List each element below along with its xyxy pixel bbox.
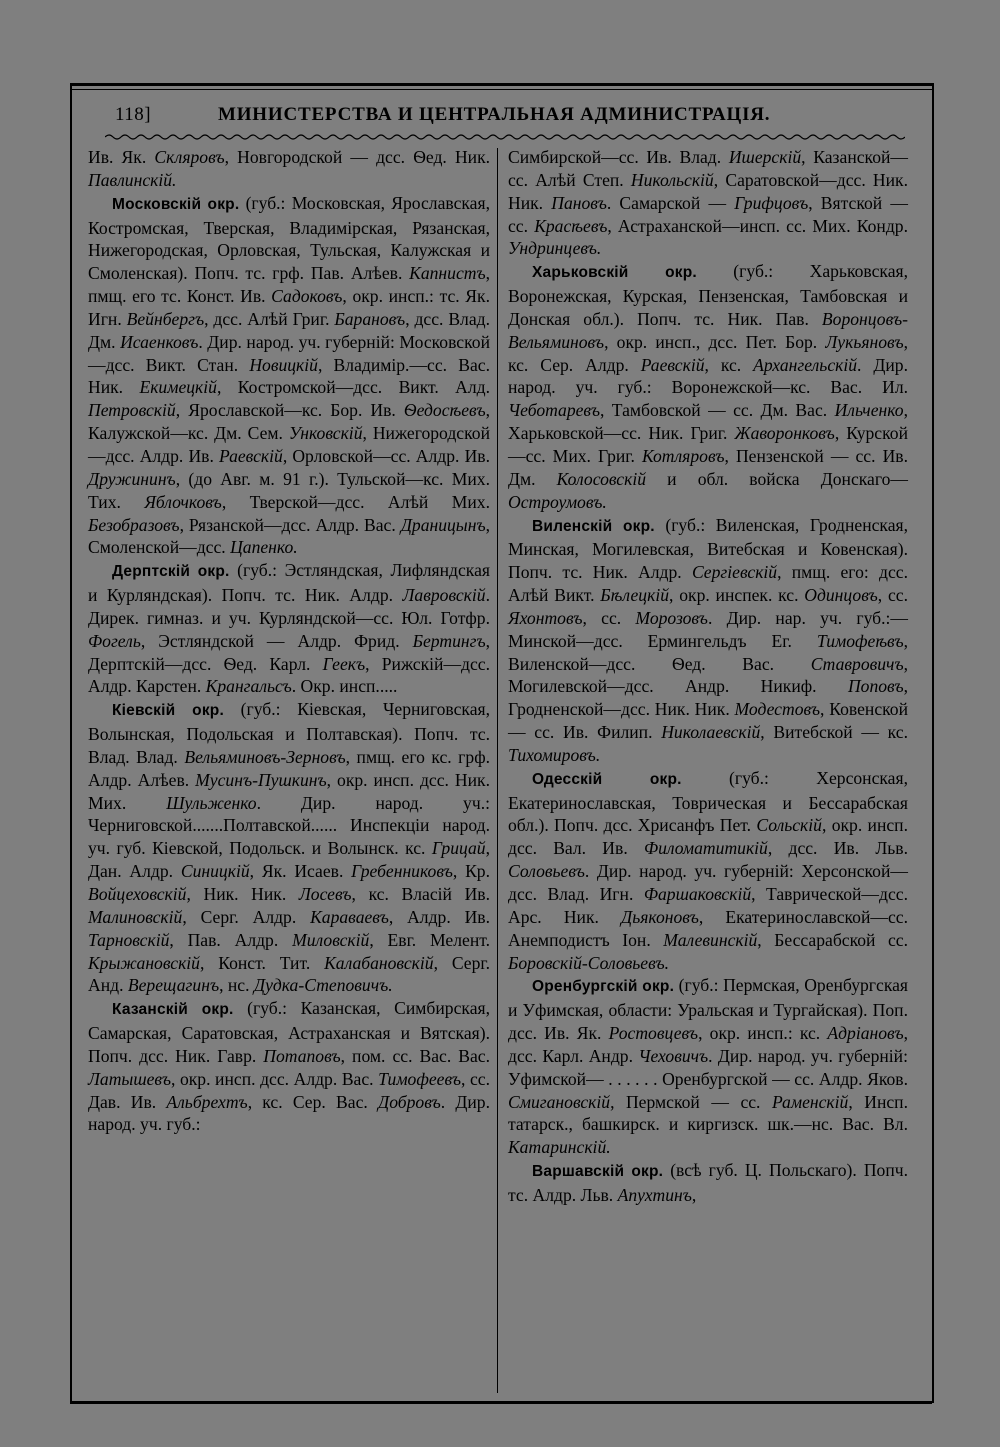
surname: Боровскій-Соловьевъ. <box>508 952 670 973</box>
text-run: , окр. инсп. дсс. Алдр. Вас. <box>170 1068 379 1089</box>
surname: Калабановскій <box>324 952 434 973</box>
surname: Адріановъ <box>827 1023 904 1044</box>
surname: Сольскій <box>756 815 822 836</box>
surname: Пановъ <box>551 192 607 213</box>
text-run: , Як. Исаев. <box>249 861 352 882</box>
text-run: , окр. инспек. кс. <box>669 585 805 606</box>
text-run: (губ.: Пермская, Оренбургская и Уфимская, области: Уральская и Тургайская). Поп. дсс. Ив. Як. <box>508 975 909 1044</box>
text-run: , Калужской—кс. Дм. Сем. <box>88 400 490 444</box>
text-run: (губ.: Харьковская, Воронежская, Курская, Пензенская, Тамбовская и Донская обл.). Попч. тс. Ник. Пав. <box>508 261 908 329</box>
running-title: МИНИСТЕРСТВА И ЦЕНТРАЛЬНАЯ АДМИНИСТРАЦІЯ. <box>218 104 771 125</box>
text-run: , Владимір.—сс. Вас. Ник. <box>88 354 490 398</box>
surname: Одинцовъ <box>804 585 878 606</box>
text-run: . Окр. инсп..... <box>291 676 398 697</box>
text-run: , сс. Дав. Ив. <box>88 1068 490 1112</box>
text-run: , Пермской — сс. <box>610 1091 772 1112</box>
surname: Яблочковъ <box>144 491 222 512</box>
surname: Фогель <box>88 630 141 651</box>
surname: Грифцовъ <box>734 192 809 213</box>
text-run: , Кр. <box>452 861 491 882</box>
text-run: , Астраханской—инсп. сс. Мих. Кондр. <box>607 215 908 236</box>
surname: Николаевскій <box>661 722 761 743</box>
text-run: , Казанской—сс. Алѣй Степ. <box>508 147 908 190</box>
text-run: , Дан. Алдр. <box>88 838 490 882</box>
surname: Раменскій <box>771 1091 849 1112</box>
right-column <box>508 146 908 1207</box>
text-run: , Ник. Ник. <box>186 884 299 904</box>
surname: Тарновскій <box>88 929 170 950</box>
district-heading: Варшавскій окр. <box>532 1163 664 1181</box>
surname: Котляровъ <box>642 445 725 466</box>
text-run: , окр. инсп. дсс. Ник. Мих. <box>88 769 490 813</box>
surname: Цапенко. <box>230 537 298 558</box>
surname: Апухтинъ <box>617 1184 692 1205</box>
surname: Остроумовъ. <box>508 491 607 512</box>
text-run: , <box>691 1184 697 1205</box>
surname: Добровъ <box>378 1091 441 1112</box>
surname: Капнистъ <box>409 263 486 284</box>
surname: Геекъ <box>322 653 366 674</box>
surname: Малиновскій <box>88 906 183 927</box>
text-run: , Бессарабской сс. <box>757 929 909 950</box>
surname: Грицай <box>431 838 486 859</box>
text-run: , Курской—сс. Мих. Григ. <box>508 423 908 466</box>
surname: Альбрехтъ <box>166 1091 248 1112</box>
text-run: , Костромской—дсс. Викт. Алд. <box>216 377 491 398</box>
surname: Скляровъ <box>154 147 225 167</box>
surname: Верещагинъ <box>127 975 220 996</box>
surname: Петровскій <box>88 400 176 421</box>
paragraph <box>88 698 490 997</box>
text-run: , пом. сс. Вас. Вас. <box>340 1045 490 1066</box>
paragraph <box>88 997 490 1136</box>
text-run: , Новгородской — дсс. Ѳед. Ник. <box>224 147 491 167</box>
district-heading: Оренбургскій окр. <box>532 978 675 996</box>
text-run: (губ.: Херсонская, Екатеринославская, Товрическая и Бессарабская обл.). Попч. дсс. Хрисанфъ Пет. <box>508 767 908 836</box>
surname: Ильченко <box>834 400 904 421</box>
text-run: , Витебской — кс. <box>760 722 908 743</box>
text-run: , окр. инсп. дсс. Вал. Ив. <box>508 815 908 859</box>
surname: Морозовъ <box>635 607 708 628</box>
surname: Яхонтовъ <box>508 607 583 628</box>
text-run: (губ.: Московская, Ярославская, Костромская, Тверская, Владимірская, Рязанская, Нижегородская, Орловская, Тульская, Калужская и Смоленская). Попч. тс. грф. Пав. Алѣев. <box>88 192 490 284</box>
surname: Раевскій <box>640 354 705 375</box>
surname: Архангельскій <box>753 354 858 375</box>
surname: Ѳедосѣевъ <box>403 400 486 421</box>
surname: Филоматитикій <box>643 838 768 859</box>
text-run: , Тверской—дсс. Алѣй Мих. <box>221 491 490 512</box>
surname: Мусинъ-Пушкинъ <box>195 769 327 790</box>
surname: Ростовцевъ <box>608 1023 699 1044</box>
district-heading: Казанскій окр. <box>112 1001 234 1019</box>
text-run: , нс. <box>219 975 254 996</box>
text-run: (губ.: Казанская, Симбирская, Самарская, Саратовская, Астраханская и Вятская). Попч. дсс. Ник. Гавр. <box>88 998 490 1066</box>
surname: Крангальсъ <box>205 676 292 697</box>
surname: Вейнбергъ <box>126 308 205 329</box>
surname: Фаршаковскій <box>643 884 752 904</box>
wavy-rule <box>105 132 905 142</box>
text-run: , дсс. Алѣй Григ. <box>204 308 335 329</box>
page-header <box>115 104 905 132</box>
paragraph <box>508 1159 908 1207</box>
text-run: . Дир. народ. уч. губ.: <box>88 1091 491 1135</box>
paragraph <box>508 260 908 513</box>
surname: Безобразовъ <box>88 514 180 535</box>
paragraph <box>88 146 490 192</box>
text-run: , Вятской — сс. <box>508 192 909 236</box>
surname: Бѣлецкій <box>600 585 670 606</box>
text-run: , Ярославской—кс. Бор. Ив. <box>175 400 404 421</box>
text-run: , Рижскій—дсс. Алдр. Карстен. <box>88 653 491 697</box>
surname: Павлинскій. <box>88 169 177 190</box>
district-heading: Московскій окр. <box>112 195 240 213</box>
text-run: , Серг. Анд. <box>88 952 491 996</box>
text-run: , Нижегородской—дсс. Алдр. Ив. <box>88 423 490 466</box>
text-run: (губ.: Эстляндская, Лифляндская и Курляндская). Попч. тс. Ник. Алдр. <box>88 560 490 606</box>
surname: Дьяконовъ <box>621 906 699 927</box>
text-run: и обл. войска Донскаго— <box>646 468 909 489</box>
text-run: Симбирской—сс. Ив. Влад. <box>508 147 729 167</box>
column-divider <box>497 148 498 1393</box>
surname: Тимофеѣвъ <box>816 630 904 651</box>
surname: Чеботаревъ <box>508 400 600 421</box>
surname: Лукьяновъ <box>825 331 904 352</box>
surname: Потаповъ <box>263 1045 341 1066</box>
surname: Новицкій <box>249 354 318 375</box>
text-run: , пмщ. его кс. грф. Алдр. Алѣев. <box>88 746 490 790</box>
surname: Ишерскій <box>728 147 802 167</box>
text-run: , Смоленской—дсс. <box>88 514 490 558</box>
surname: Сергіевскій <box>691 562 778 583</box>
text-run: , Орловской—сс. Алдр. Ив. <box>282 445 490 466</box>
text-run: , (до Авг. м. 91 г.). Тульской—кс. Мих. Тих. <box>88 468 490 512</box>
surname: Шульженко <box>166 792 257 813</box>
text-run: . Дир. народ. уч. губ.: Воронежской—кс. Вас. Ил. <box>508 354 908 398</box>
surname: Исаенковъ <box>120 331 199 352</box>
text-run: , дсс. Ив. Льв. <box>767 838 908 859</box>
district-heading: Виленскій окр. <box>532 517 655 535</box>
text-run: . Дир. нар. уч. губ.:—Минской—дсс. Ермингельдъ Ег. <box>508 607 908 651</box>
text-run: . Самарской — <box>606 192 735 213</box>
text-run: , дсс. Влад. Дм. <box>88 308 490 352</box>
text-run: Ив. Як. <box>88 147 155 167</box>
text-run: , Рязанской—дсс. Алдр. Вас. <box>179 514 401 535</box>
surname: Лосевъ <box>298 884 352 904</box>
text-run: , дсс. Карл. Андр. <box>508 1023 908 1066</box>
page-number: 118] <box>115 104 152 125</box>
surname: Раевскій <box>219 445 283 466</box>
text-run: , пмщ. его: дсс. Алѣй Викт. <box>508 562 908 606</box>
surname: Миловскій <box>292 929 370 950</box>
text-run: , Алдр. Ив. <box>388 906 490 927</box>
text-run: , Виленской—дсс. Ѳед. Вас. <box>508 630 908 674</box>
text-run: . Дир. народ. уч. губерній: Уфимской— . . . . . . Оренбургской — сс. Алдр. Яков. <box>508 1045 908 1089</box>
text-run: , Серг. Алдр. <box>182 906 311 927</box>
left-column <box>88 146 490 1136</box>
surname: Катаринскій. <box>508 1137 611 1158</box>
surname: Вельяминовъ-Зерновъ <box>184 746 346 767</box>
surname: Ставровичъ <box>810 653 904 674</box>
district-heading: Кіевскій окр. <box>112 702 224 720</box>
surname: Гребенниковъ <box>351 861 453 882</box>
paragraph <box>508 146 908 260</box>
surname: Садоковъ <box>271 286 343 307</box>
paragraph <box>88 559 490 698</box>
text-run: , Конст. Тит. <box>199 952 325 973</box>
paragraph <box>508 514 908 767</box>
text-run: , Ковенской — сс. Ив. Филип. <box>508 699 908 743</box>
surname: Бертингъ <box>412 630 486 651</box>
surname: Синицкій <box>180 861 250 882</box>
paragraph <box>508 767 908 975</box>
surname: Караваевъ <box>310 906 389 927</box>
surname: Чеховичъ <box>638 1045 709 1066</box>
text-run: , окр. инсп.: кс. <box>698 1023 828 1044</box>
surname: Малевинскій <box>663 929 758 950</box>
text-run: , сс. <box>877 585 908 606</box>
text-run: , окр. инсп., дсс. Пет. Бор. <box>604 331 826 352</box>
text-run: , Саратовской—дсс. Ник. Ник. <box>508 169 908 213</box>
text-run: . Дир. народ. уч. губерній: Херсонской—дсс. Влад. Игн. <box>508 861 908 904</box>
surname: Модестовъ <box>734 699 821 720</box>
text-run: , окр. инсп.: тс. Як. Игн. <box>88 286 490 329</box>
text-run: . Дирек. гимназ. и уч. Курляндской—сс. Юл. Готфр. <box>88 585 490 628</box>
surname: Смигановскій <box>508 1091 611 1112</box>
surname: Екимецкій <box>139 377 217 398</box>
text-run: (всѣ губ. Ц. Польскаго). Попч. тс. Алдр. Льв. <box>508 1160 909 1205</box>
text-run: , Тамбовской — сс. Дм. Вас. <box>599 400 835 421</box>
surname: Драницынъ <box>400 514 486 535</box>
surname: Тихомировъ. <box>508 744 601 765</box>
text-run: , Харьковской—сс. Ник. Григ. <box>508 400 908 444</box>
district-heading: Харьковскій окр. <box>532 264 697 282</box>
surname: Латышевъ <box>88 1068 171 1089</box>
paragraph <box>88 192 490 560</box>
surname: Войцеховскій <box>88 884 187 904</box>
surname: Колосовскій <box>556 468 647 489</box>
text-run: , кс. <box>704 354 754 375</box>
surname: Лавровскій <box>402 585 486 606</box>
surname: Дружининъ <box>88 468 176 489</box>
text-run: , Таврической—дсс. Арс. Ник. <box>508 884 908 927</box>
text-run: , сс. <box>582 607 636 628</box>
surname: Поповъ <box>847 676 904 697</box>
district-heading: Дерптскій окр. <box>112 563 230 581</box>
text-run: , Екатеринославской—сс. Анемподистъ Іон. <box>508 906 908 950</box>
surname: Барановъ <box>334 308 406 329</box>
text-run: , пмщ. его тс. Конст. Ив. <box>88 263 490 307</box>
surname: Дудка-Степовичъ. <box>253 975 393 996</box>
text-run: , кс. Сер. Алдр. <box>508 331 908 375</box>
surname: Ундринцевъ. <box>508 238 602 259</box>
text-run: , Гродненской—дсс. Ник. Ник. <box>508 676 908 720</box>
surname: Жаворонковъ <box>734 423 835 444</box>
surname: Тимофеевъ <box>378 1068 461 1089</box>
text-run: , Пав. Алдр. <box>169 929 293 950</box>
text-run: . Дир. народ. уч.: Черниговской.......Полтавской...... Инспекціи народ. уч. губ. Кіевской, Подольск. и Волынск. кс. <box>88 792 490 859</box>
surname: Соловьевъ <box>508 861 585 882</box>
surname: Никольскій <box>630 169 714 190</box>
text-run: . Дир. народ. уч. губерній: Московской—дсс. Викт. Стан. <box>88 331 490 375</box>
text-run: , Дерптскій—дсс. Ѳед. Карл. <box>88 630 490 674</box>
bottom-border-rule <box>70 1401 932 1404</box>
surname: Крыжановскій <box>88 952 200 973</box>
surname: Воронцовъ-Вельяминовъ <box>508 308 908 352</box>
text-run: , Пензенской — сс. Ив. Дм. <box>508 445 908 489</box>
text-run: (губ.: Виленская, Гродненская, Минская, Могилевская, Витебская и Ковенская). Попч. тс. Ник. Алдр. <box>508 514 908 583</box>
district-heading: Одесскій окр. <box>532 770 682 788</box>
surname: Унковскій <box>288 423 363 444</box>
text-run: , кс. Сер. Вас. <box>247 1091 379 1112</box>
text-run: , кс. Власій Ив. <box>351 884 490 904</box>
text-run: , Евг. Мелент. <box>369 929 490 950</box>
surname: Красѣевъ <box>534 215 608 236</box>
paragraph <box>508 974 908 1159</box>
text-run: , Эстляндской — Алдр. Фрид. <box>140 630 413 651</box>
text-run: (губ.: Кіевская, Черниговская, Волынская, Подольская и Полтавская). Попч. тс. Влад. Влад. <box>88 699 490 767</box>
text-run: , Инсп. татарск., башкирск. и киргизск. шк.—нс. Вас. Вл. <box>508 1091 908 1135</box>
text-run: , Могилевской—дсс. Андр. Никиф. <box>508 653 908 697</box>
